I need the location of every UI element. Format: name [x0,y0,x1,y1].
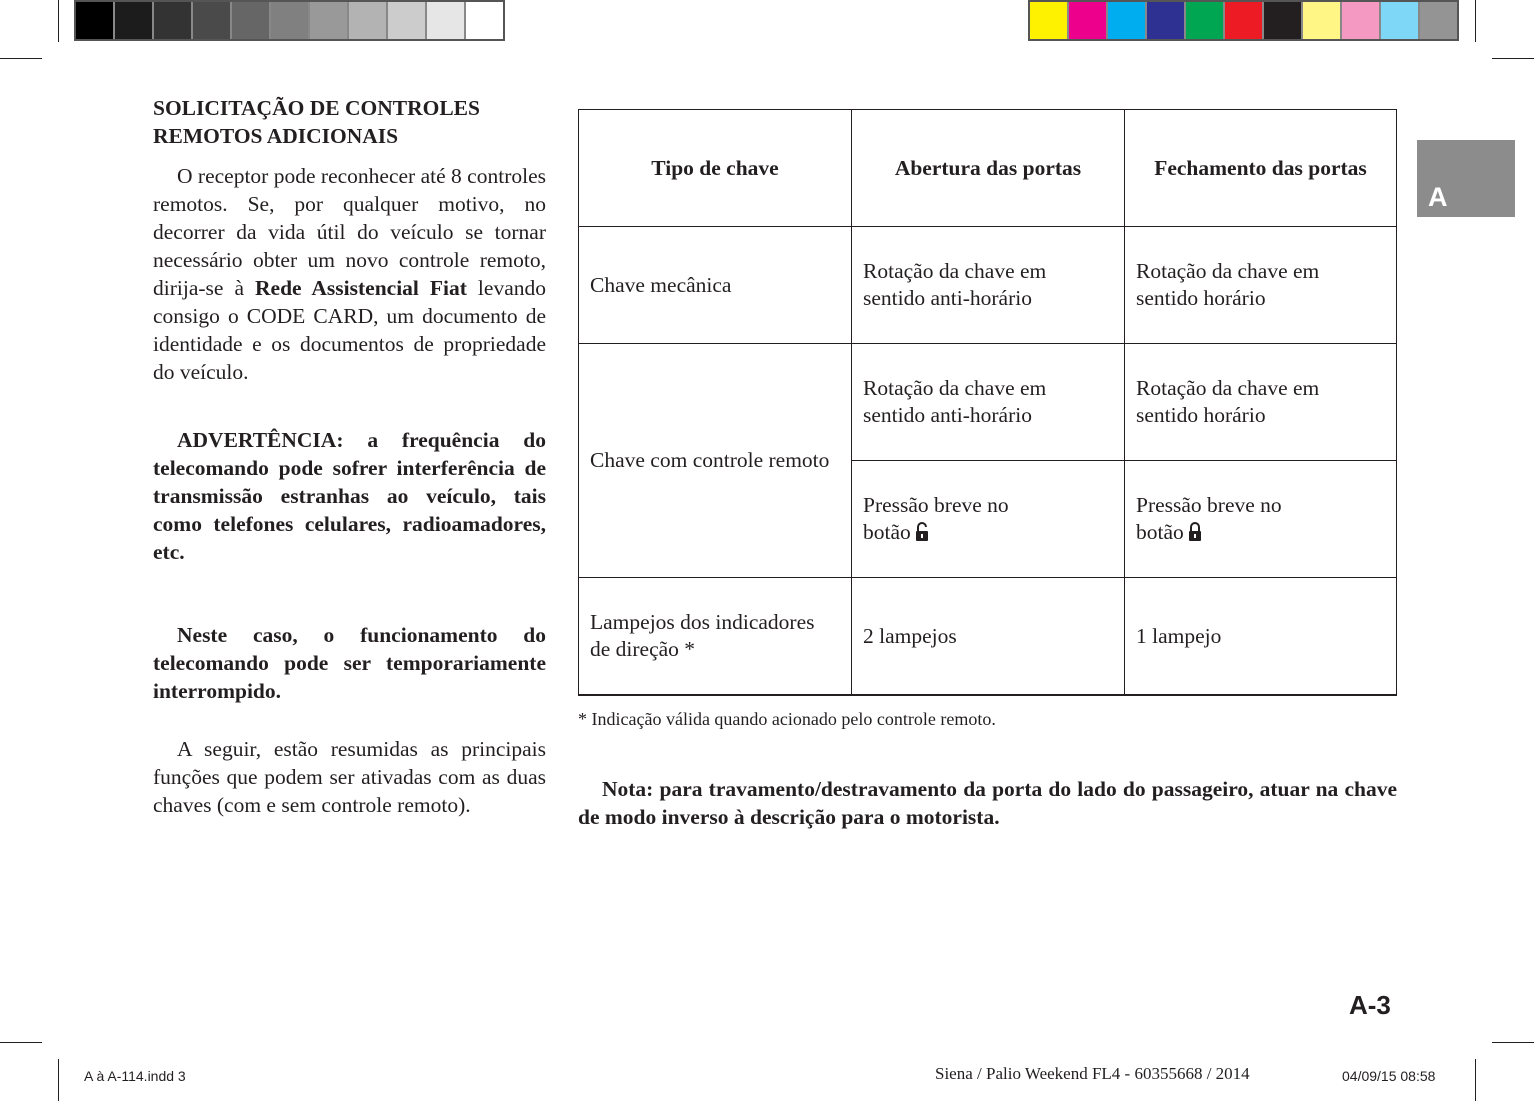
section-heading-line2: REMOTOS ADICIONAIS [153,124,399,148]
color-swatch [154,2,193,39]
table-cell: Rotação da chave em sentido horário [1125,344,1397,461]
color-swatch [193,2,232,39]
crop-mark [1492,58,1534,59]
crop-mark [1475,0,1476,42]
crop-mark [58,0,59,42]
process-color-bar [1028,0,1459,41]
table-cell: Lampejos dos indicadores de direção * [579,578,852,696]
table-cell: Rotação da chave em sentido anti-horário [852,344,1125,461]
color-swatch [1108,2,1147,39]
dealer-network-name: Rede Assistencial Fiat [255,276,467,300]
table-row [579,578,1397,696]
page-number: A-3 [1349,990,1391,1020]
summary-paragraph: A seguir, estão resumidas as principais funções que podem ser ativadas com as duas chaves (com e sem controle remoto). [153,737,546,817]
color-swatch [466,2,503,39]
crop-mark [0,58,42,59]
color-swatch [388,2,427,39]
left-column [153,94,546,819]
section-heading [153,94,546,150]
grayscale-color-bar [74,0,505,41]
key-functions-table [578,109,1397,696]
table-cell: Chave mecânica [579,227,852,344]
section-heading-line1: SOLICITAÇÃO DE CONTROLES [153,96,480,120]
table-cell: Rotação da chave em sentido anti-horário [852,227,1125,344]
color-swatch [232,2,271,39]
color-swatch [271,2,310,39]
color-swatch [1420,2,1457,39]
color-swatch [1030,2,1069,39]
table-cell: Pressão breve no botão [852,461,1125,578]
crop-mark [58,1059,59,1101]
table-footnote: * Indicação válida quando acionado pelo controle remoto. [578,709,996,729]
lock-icon [1188,522,1202,542]
table-row [579,227,1397,344]
table-header: Tipo de chave [579,110,852,227]
color-swatch [115,2,154,39]
table-cell: Rotação da chave em sentido horário [1125,227,1397,344]
color-swatch [427,2,466,39]
color-swatch [1147,2,1186,39]
color-swatch [310,2,349,39]
section-tab-letter: A [1428,182,1448,212]
color-swatch [76,2,115,39]
table-row [579,344,1397,461]
table-cell: Chave com controle remoto [579,344,852,578]
publication-info: Siena / Palio Weekend FL4 - 60355668 / 2014 [935,1064,1250,1083]
color-swatch [1186,2,1225,39]
passenger-door-note: Nota: para travamento/destravamento da porta do lado do passageiro, atuar na chave de modo inverso à descrição para o motorista. [578,777,1397,829]
interference-note: Neste caso, o funcionamento do telecomando pode ser temporariamente interrompido. [153,623,546,703]
warning-paragraph: ADVERTÊNCIA: a frequência do telecomando pode sofrer interferência de transmissão estranhas ao veículo, tais como telefones celulares, radioamadores, etc. [153,428,546,564]
table-cell: 2 lampejos [852,578,1125,696]
unlock-icon [915,522,929,542]
color-swatch [349,2,388,39]
color-swatch [1342,2,1381,39]
table-cell: Pressão breve no botão [1125,461,1397,578]
slug-filename: A à A-114.indd 3 [84,1068,186,1084]
color-swatch [1069,2,1108,39]
color-swatch [1264,2,1303,39]
crop-mark [1475,1059,1476,1101]
color-swatch [1225,2,1264,39]
color-swatch [1381,2,1420,39]
table-cell: 1 lampejo [1125,578,1397,696]
slug-date: 04/09/15 08:58 [1342,1068,1436,1084]
crop-mark [0,1042,42,1043]
table-header-row [579,110,1397,227]
table-header: Fechamento das portas [1125,110,1397,227]
table-header: Abertura das portas [852,110,1125,227]
color-swatch [1303,2,1342,39]
intro-paragraph: O receptor pode reconhecer até 8 controles remotos. Se, por qualquer motivo, no decorrer da vida útil do veículo se tornar necessário obter um novo controle remoto, dirija-se à Rede Assistencial Fiat levando consigo o CODE CARD, um documento de identidade e os documentos de propriedade do veículo. [153,164,546,384]
crop-mark [1492,1042,1534,1043]
